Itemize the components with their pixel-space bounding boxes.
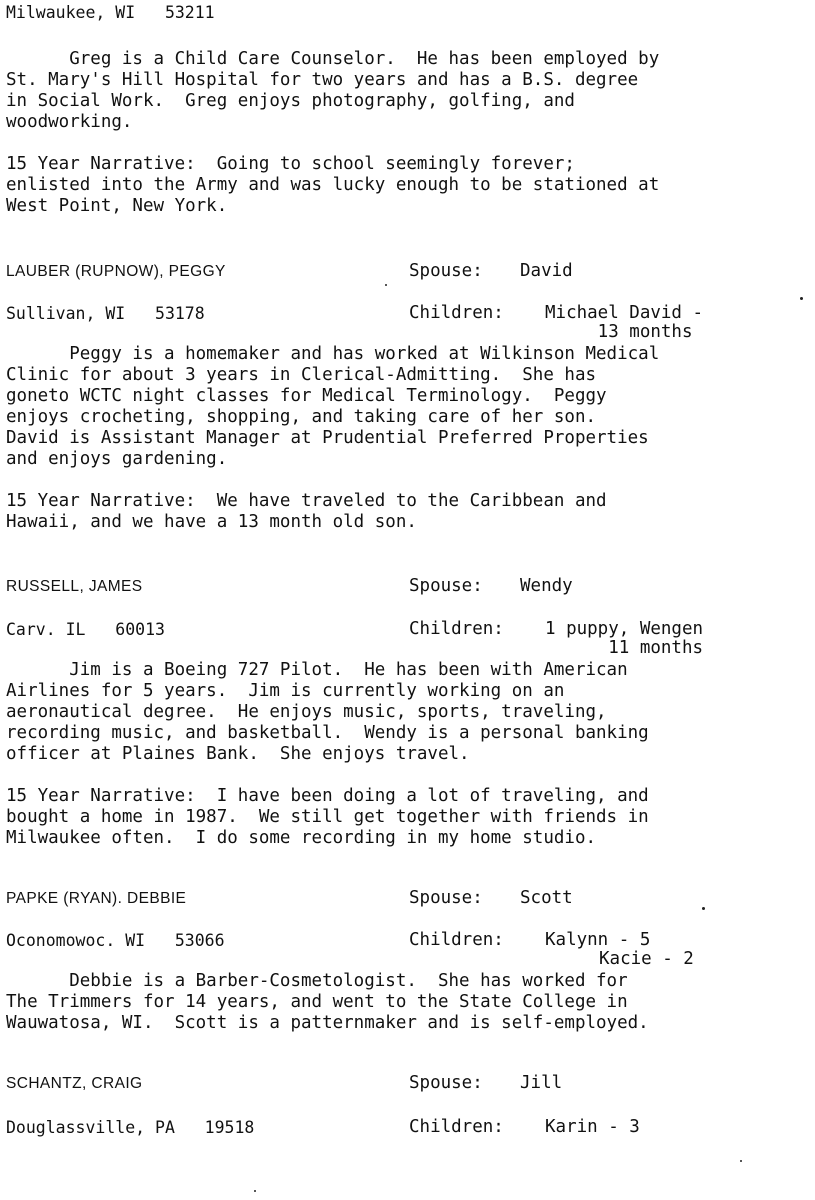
intro-narrative-line: West Point, New York. [6,196,228,216]
narrative-line: Milwaukee often. I do some recording in my home studio. [6,828,597,848]
bio-line: Debbie is a Barber-Cosmetologist. She has worked for [6,971,628,991]
spouse-name: Jill [520,1073,563,1093]
intro-narrative-line: 15 Year Narrative: Going to school seemingly forever; [6,154,575,174]
children-line: 11 months [545,638,704,658]
narrative-line: Hawaii, and we have a 13 month old son. [6,512,417,532]
bio-line: Clinic for about 3 years in Clerical-Admitting. She has [6,365,597,385]
children-line: Michael David - [545,303,704,323]
children-line: 1 puppy, Wengen [545,619,704,639]
intro-bio-line: in Social Work. Greg enjoys photography, golfing, and [6,91,575,111]
intro-address: Milwaukee, WI 53211 [6,3,215,22]
children-line: 13 months [545,322,693,342]
scan-speck [385,284,387,286]
bio-line: Jim is a Boeing 727 Pilot. He has been with American [6,660,628,680]
narrative-line: 15 Year Narrative: We have traveled to the Caribbean and [6,491,607,511]
bio-line: goneto WCTC night classes for Medical Terminology. Peggy [6,386,607,406]
children-label: Children: [409,619,504,639]
intro-bio-line: Greg is a Child Care Counselor. He has been employed by [6,49,660,69]
entry-address: Douglassville, PA 19518 [6,1118,255,1137]
spouse-label: Spouse: [409,888,483,908]
spouse-name: Wendy [520,576,573,596]
bio-line: Airlines for 5 years. Jim is currently working on an [6,681,565,701]
children-label: Children: [409,930,504,950]
bio-line: and enjoys gardening. [6,449,228,469]
scan-speck [740,1160,742,1162]
bio-line: recording music, and basketball. Wendy is a personal banking [6,723,649,743]
scan-speck [800,297,803,300]
intro-bio-line: St. Mary's Hill Hospital for two years and has a B.S. degree [6,70,639,90]
bio-line: aeronautical degree. He enjoys music, sports, traveling, [6,702,607,722]
entry-name: PAPKE (RYAN). DEBBIE [6,890,187,907]
entry-name: RUSSELL, JAMES [6,578,143,595]
spouse-label: Spouse: [409,1073,483,1093]
narrative-line: bought a home in 1987. We still get together with friends in [6,807,649,827]
bio-line: enjoys crocheting, shopping, and taking care of her son. [6,407,597,427]
scan-speck [702,907,705,910]
intro-bio-line: woodworking. [6,112,133,132]
children-line: Kacie - 2 [599,949,694,969]
bio-line: Wauwatosa, WI. Scott is a patternmaker and is self-employed. [6,1013,649,1033]
spouse-name: David [520,261,573,281]
entry-name: SCHANTZ, CRAIG [6,1075,143,1092]
spouse-name: Scott [520,888,573,908]
children-label: Children: [409,1117,504,1137]
bio-line: David is Assistant Manager at Prudential Preferred Properties [6,428,649,448]
entry-address: Sullivan, WI 53178 [6,304,205,323]
children-line: Kalynn - 5 [545,930,651,950]
children-label: Children: [409,303,504,323]
scan-speck [254,1190,256,1192]
spouse-label: Spouse: [409,576,483,596]
narrative-line: 15 Year Narrative: I have been doing a lot of traveling, and [6,786,649,806]
bio-line: officer at Plaines Bank. She enjoys travel. [6,744,470,764]
bio-line: Peggy is a homemaker and has worked at Wilkinson Medical [6,344,660,364]
entry-address: Oconomowoc. WI 53066 [6,931,225,950]
intro-narrative-line: enlisted into the Army and was lucky enough to be stationed at [6,175,660,195]
spouse-label: Spouse: [409,261,483,281]
entry-name: LAUBER (RUPNOW), PEGGY [6,263,226,280]
bio-line: The Trimmers for 14 years, and went to the State College in [6,992,628,1012]
entry-address: Carv. IL 60013 [6,620,165,639]
children-line: Karin - 3 [545,1117,640,1137]
